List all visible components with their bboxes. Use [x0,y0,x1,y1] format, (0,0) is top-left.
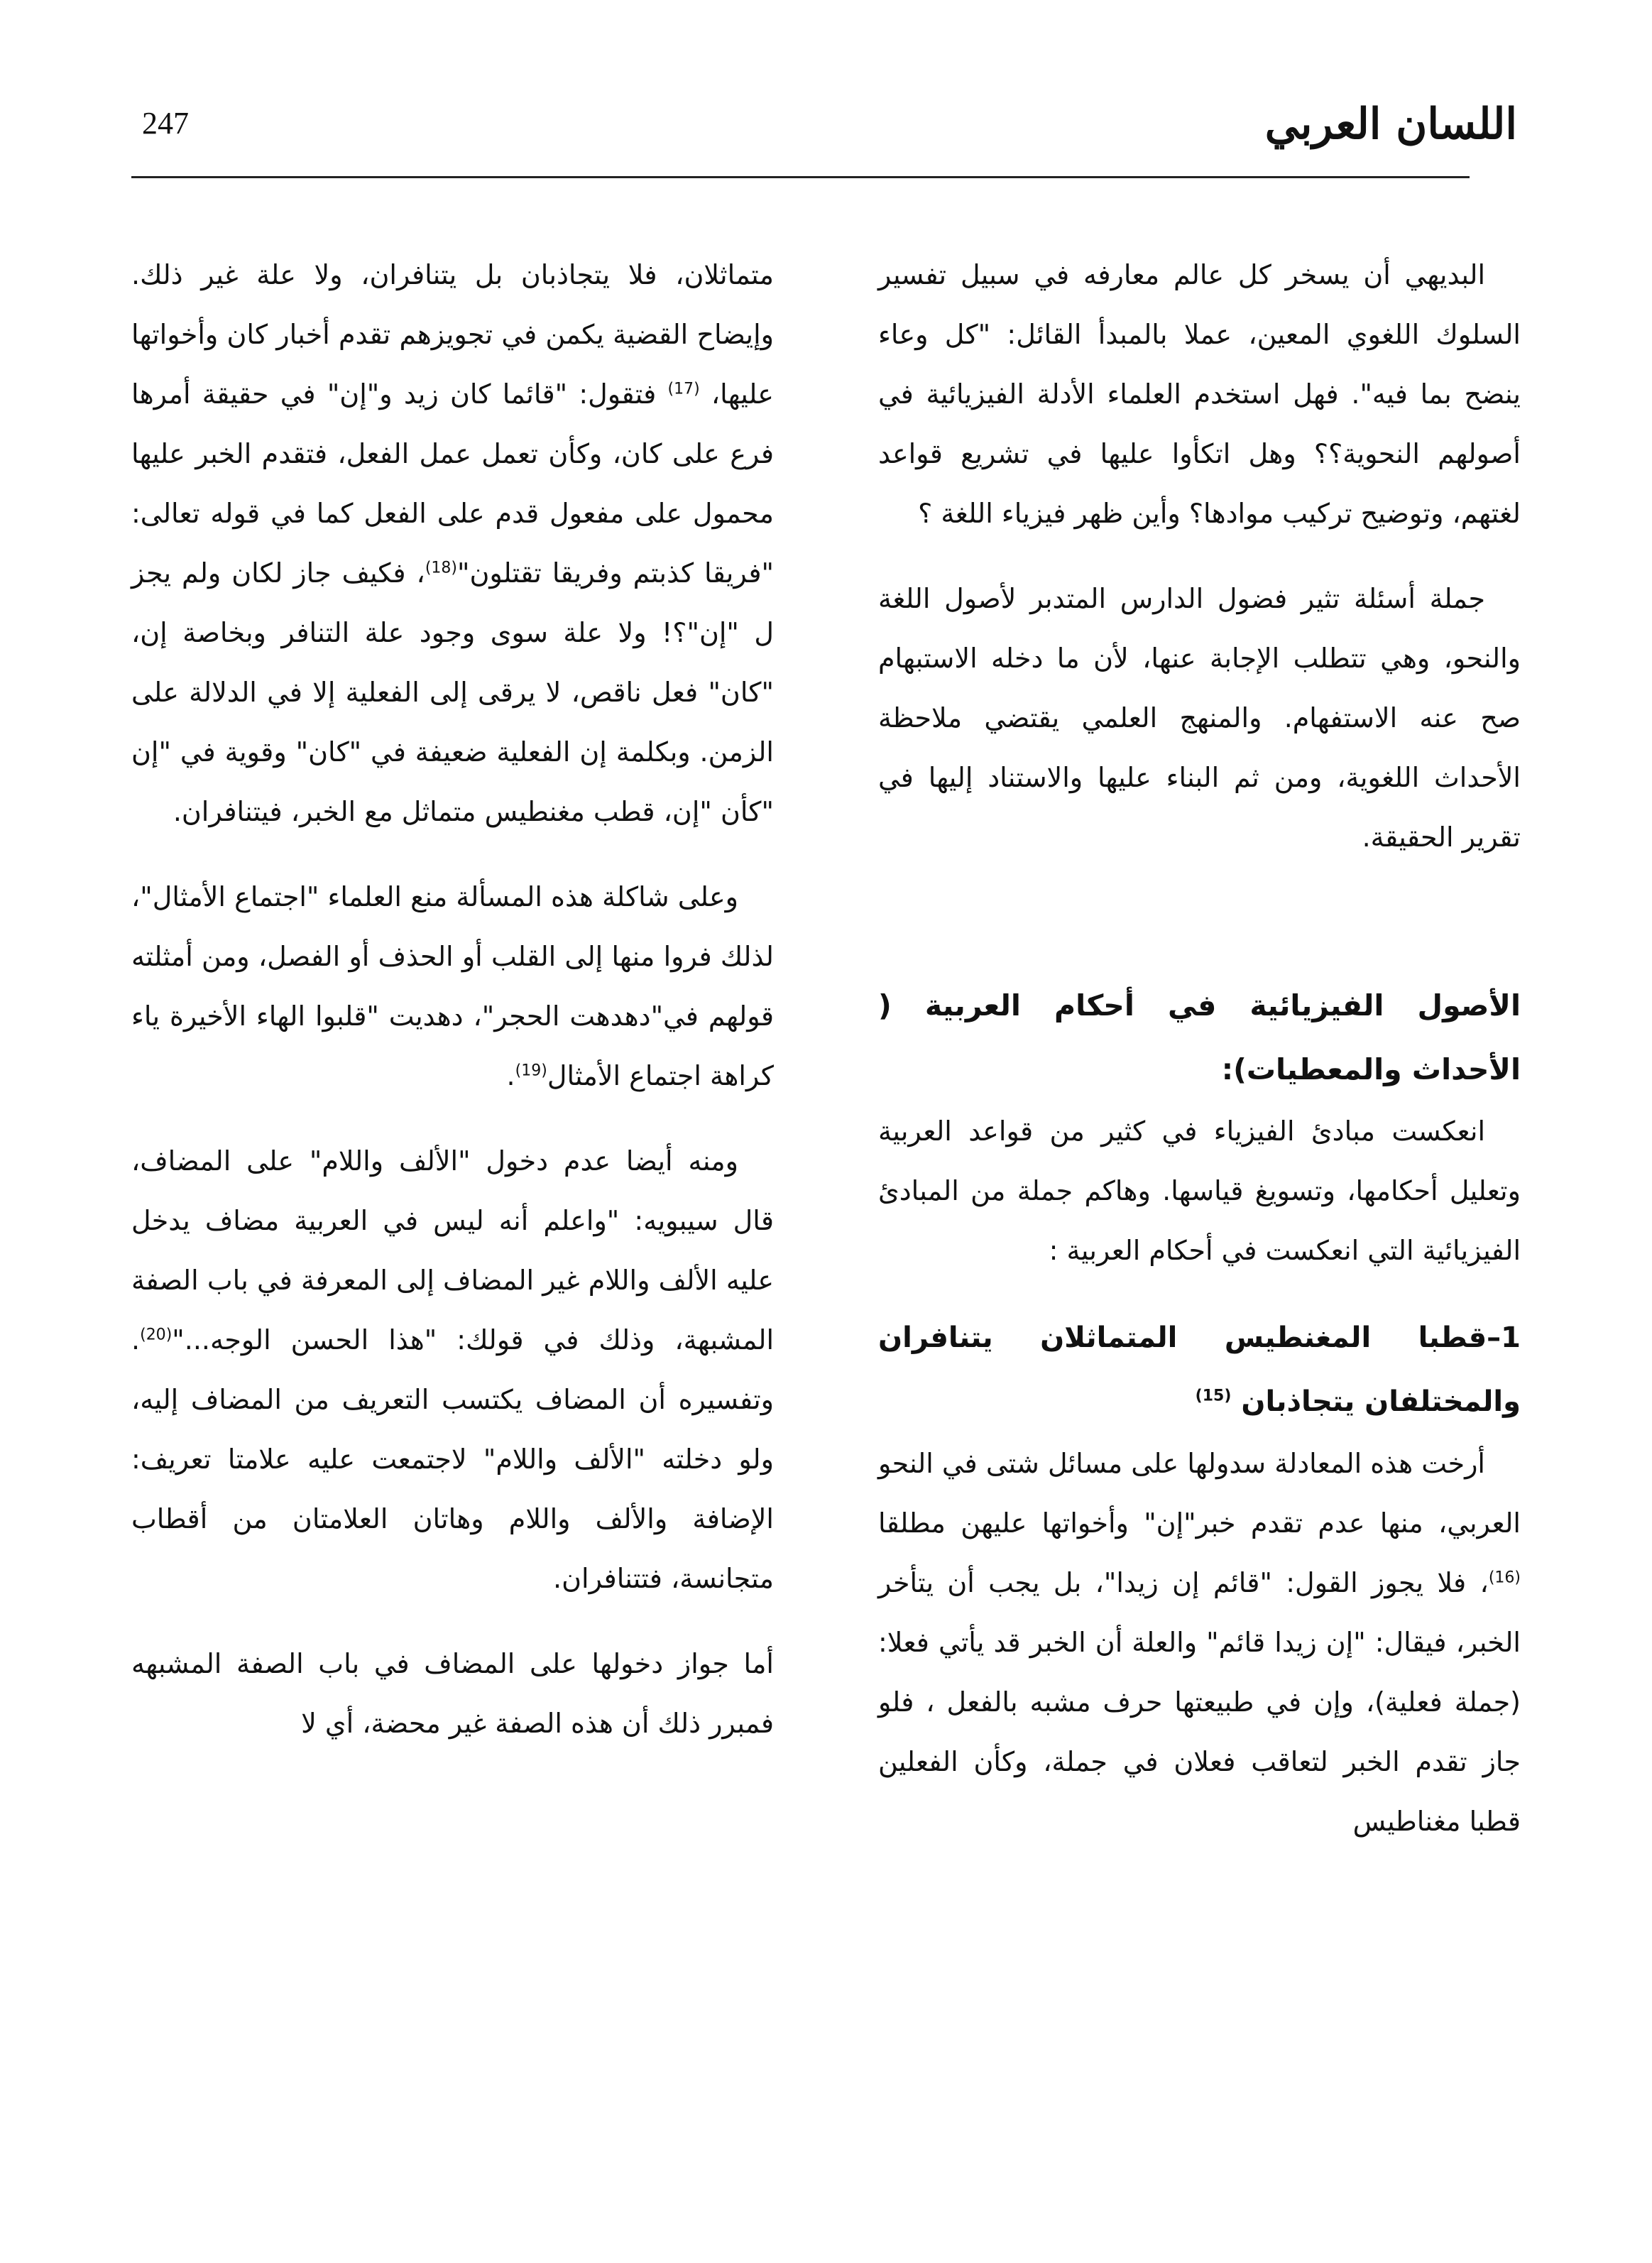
text-run: متماثلان، فلا يتجاذبان بل يتنافران، ولا علة غير ذلك. وإيضاح القضية يكمن في تجويزهم تقدم أخبار كان وأخواتها عليها، [131,259,774,410]
text-run: ، فلا يجوز القول: "قائم إن زيدا"، بل يجب أن يتأخر الخبر، فيقال: "إن زيدا قائم" والعلة أن الخبر قد يأتي فعلا: (جملة فعلية)، وإن في طبيعتها حرف مشبه بالفعل ، فلو جاز تقدم الخبر لتعاقب فعلان في جملة، وكأن الفعلين قطبا مغناطيس [878,1567,1521,1837]
section-heading: الأصول الفيزيائية في أحكام العربية ( الأحداث والمعطيات): [878,988,1521,1086]
subsection-heading-text: 1–قطبا المغنطيس المتماثلان يتنافران والمختلفان يتجاذبان [878,1321,1521,1418]
paragraph [131,245,774,841]
paragraph [131,867,774,1106]
text-run: . وتفسيره أن المضاف يكتسب التعريف من المضاف إليه، ولو دخلته "الألف واللام" لاجتمعت عليه علامتا تعريف: الإضافة والألف واللام وهاتان العلامتان من أقطاب متجانسة، فتتنافران. [131,1324,774,1594]
text-run: وعلى شاكلة هذه المسألة منع العلماء "اجتماع الأمثال"، لذلك فروا منها إلى القلب أو الحذف أو الفصل، ومن أمثلته قولهم في"دهدهت الحجر"، دهديت "قلبوا الهاء الأخيرة ياء كراهة اجتماع الأمثال [131,881,774,1091]
footnote-ref: (15) [1195,1387,1232,1405]
subsection-heading [878,1306,1521,1434]
text-run: ومنه أيضا عدم دخول "الألف واللام" على المضاف، قال سيبويه: "واعلم أنه ليس في العربية مضاف يدخل عليه الألف واللام غير المضاف إلى المعرفة في باب الصفة المشبهة، وذلك في قولك: "هذا الحسن الوجه..." [131,1145,774,1356]
footnote-ref: (18) [425,559,458,577]
footnote-ref: (19) [515,1062,547,1080]
paragraph [878,1434,1521,1851]
header-divider [131,176,1470,178]
paragraph: البديهي أن يسخر كل عالم معارفه في سبيل تفسير السلوك اللغوي المعين، عملا بالمبدأ القائل: "كل وعاء ينضح بما فيه". فهل استخدم العلماء الأدلة الفيزيائية في أصولهم النحوية؟؟ وهل اتكأوا عليها في تشريع قواعد لغتهم، وتوضيح تركيب موادها؟ وأين ظهر فيزياء اللغة ؟ [878,259,1521,529]
left-column [131,245,774,1779]
text-run: فتقول: "قائما كان زيد و"إن" في حقيقة أمرها فرع على كان، وكأن تعمل عمل الفعل، فتقدم الخبر عليها محمول على مفعول قدم على الفعل كما في قوله تعالى: "فريقا كذبتم وفريقا تقتلون" [131,378,774,589]
text-run: ، فكيف جاز لكان ولم يجز ل "إن"؟! ولا علة سوى وجود علة التنافر وبخاصة إن، "كان" فعل ناقص، لا يرقى إلى الفعلية إلا في الدلالة على الزمن. وبكلمة إن الفعلية ضعيفة في "كان" وقوية في "إن "كأن "إن، قطب مغنطيس متماثل مع الخبر، فيتنافران. [131,557,774,827]
footnote-ref: (20) [140,1326,173,1344]
paragraph: أما جواز دخولها على المضاف في باب الصفة المشبهه فمبرر ذلك أن هذه الصفة غير محضة، أي لا [131,1648,774,1739]
text-run: أرخت هذه المعادلة سدولها على مسائل شتى في النحو العربي، منها عدم تقدم خبر"إن" وأخواتها عليهن مطلقا [878,1448,1521,1539]
text-run: . [506,1060,515,1091]
paragraph: جملة أسئلة تثير فضول الدارس المتدبر لأصول اللغة والنحو، وهي تتطلب الإجابة عنها، لأن ما دخله الاستبهام صح عنه الاستفهام. والمنهج العلمي يقتضي ملاحظة الأحداث اللغوية، ومن ثم البناء عليها والاستناد إليها في تقرير الحقيقة. [878,583,1521,853]
paragraph: انعكست مبادئ الفيزياء في كثير من قواعد العربية وتعليل أحكامها، وتسويغ قياسها. وهاكم جملة من المبادئ الفيزيائية التي انعكست في أحكام العربية : [878,1116,1521,1266]
page-number: 247 [142,106,189,141]
paragraph [131,1131,774,1608]
journal-logo: اللسان العربي [1264,99,1517,149]
footnote-ref: (17) [667,380,700,398]
footnote-ref: (16) [1488,1569,1521,1587]
right-column [878,245,1521,1877]
